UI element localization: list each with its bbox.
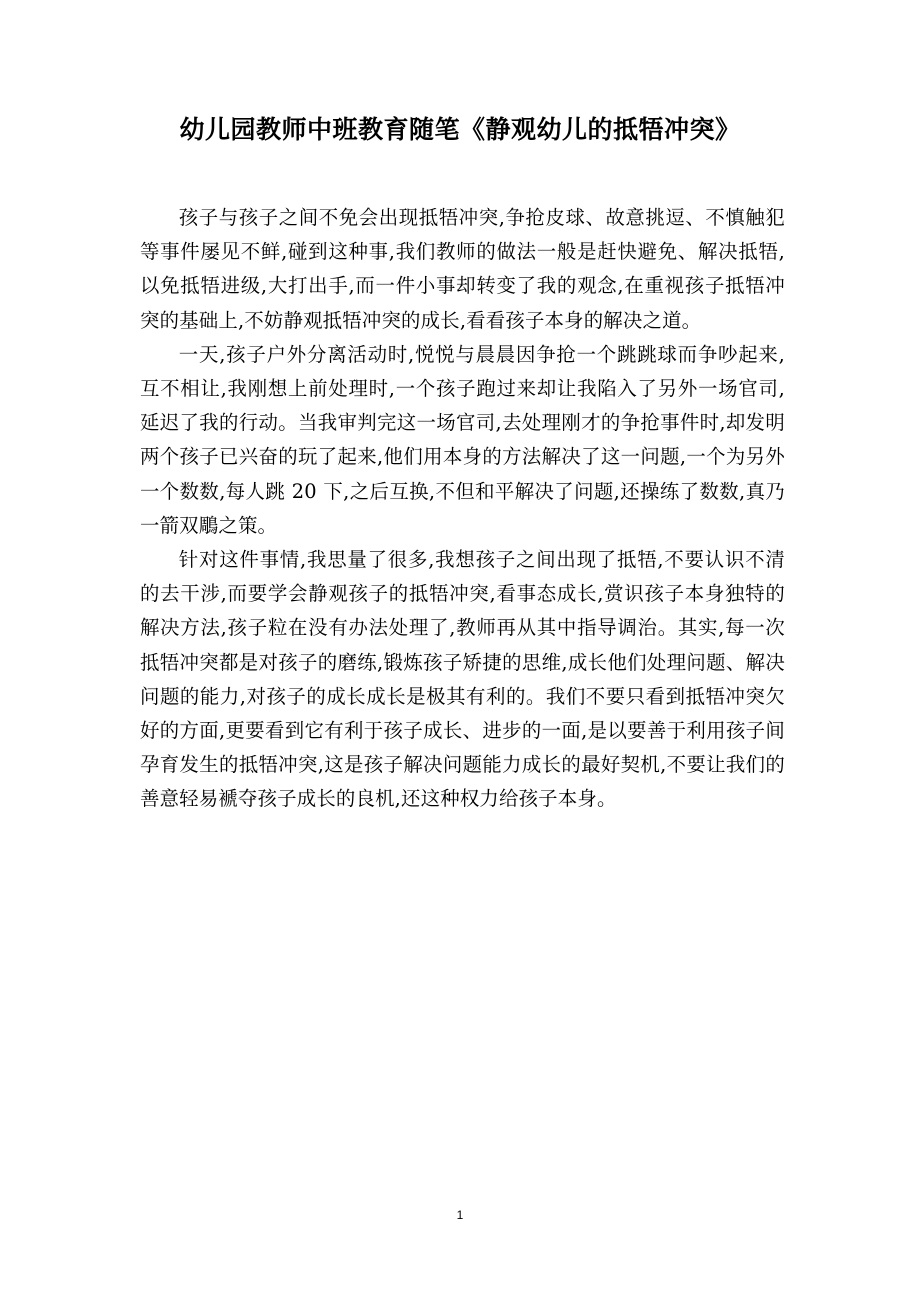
page-number: 1 — [456, 1208, 464, 1222]
paragraph-story: 一天,孩子户外分离活动时,悦悦与晨晨因争抢一个跳跳球而争吵起来,互不相让,我刚想上前处理时,一个孩子跑过来却让我陷入了另外一场官司,延迟了我的行动。当我审判完这一场官司,去处理刚才的争抢事件时,却发明两个孩子已兴奋的玩了起来,他们用本身的方法解决了这一问题,一个为另外一个数数,每人跳 20 下,之后互换,不但和平解决了问题,还操练了数数,真乃一箭双鵰之策。 — [140, 342, 785, 537]
document-body — [140, 201, 785, 817]
paragraph-intro: 孩子与孩子之间不免会出现抵牾冲突,争抢皮球、故意挑逗、不慎触犯等事件屡见不鲜,碰到这种事,我们教师的做法一般是赶快避免、解决抵牾,以免抵牾进级,大打出手,而一件小事却转变了我的观念,在重视孩子抵牾冲突的基础上,不妨静观抵牾冲突的成长,看看孩子本身的解决之道。 — [140, 206, 785, 332]
paragraph-reflection: 针对这件事情,我思量了很多,我想孩子之间出现了抵牾,不要认识不清的去干涉,而要学会静观孩子的抵牾冲突,看事态成长,赏识孩子本身独特的解决方法,孩子粒在没有办法处理了,教师再从其中指导调治。其实,每一次抵牾冲突都是对孩子的磨练,锻炼孩子矫捷的思维,成长他们处理问题、解决问题的能力,对孩子的成长成长是极其有利的。我们不要只看到抵牾冲突欠好的方面,更要看到它有利于孩子成长、进步的一面,是以要善于利用孩子间孕育发生的抵牾冲突,这是孩子解决问题能力成长的最好契机,不要让我们的善意轻易褫夺孩子成长的良机,还这种权力给孩子本身。 — [140, 548, 785, 811]
document-title: 幼儿园教师中班教育随笔《静观幼儿的抵牾冲突》 — [179, 115, 741, 144]
